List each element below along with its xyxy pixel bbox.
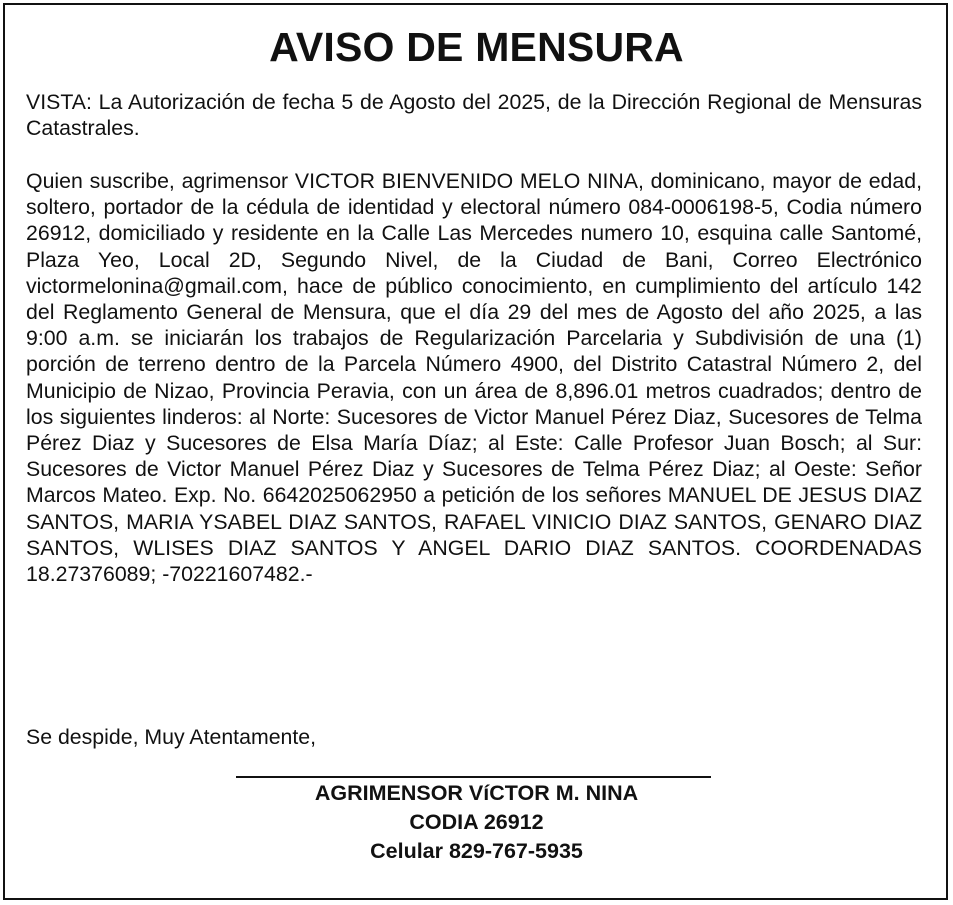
signature-codia: CODIA 26912 — [409, 810, 544, 834]
closing-text: Se despide, Muy Atentamente, — [26, 725, 317, 749]
signature-phone: Celular 829-767-5935 — [370, 839, 583, 863]
signature-name: AGRIMENSOR VíCTOR M. NINA — [314, 781, 639, 805]
vista-paragraph: VISTA: La Autorización de fecha 5 de Agosto del 2025, de la Dirección Regional de Mensuras Catastrales. — [26, 90, 922, 141]
body-paragraph: Quien suscribe, agrimensor VICTOR BIENVENIDO MELO NINA, dominicano, mayor de edad, soltero, portador de la cédula de identidad y electoral número 084-0006198-5, Codia número 26912, domiciliado y residente en la Calle Las Mercedes numero 10, esquina calle Santomé, Plaza Yeo, Local 2D, Segundo Nivel, de la Ciudad de Bani, Correo Electrónico victormelonina@gmail.com, hace de público conocimiento, en cumplimiento del artículo 142 del Reglamento General de Mensura, que el día 29 del mes de Agosto del año 2025, a las 9:00 a.m. se iniciarán los trabajos de Regularización Parcelaria y Subdivisión de una (1) porción de terreno dentro de la Parcela Número 4900, del Distrito Catastral Número 2, del Municipio de Nizao, Provincia Peravia, con un área de 8,896.01 metros cuadrados; dentro de los siguientes linderos: al Norte: Sucesores de Victor Manuel Pérez Diaz, Sucesores de Telma Pérez Diaz y Sucesores de Elsa María Díaz; al Este: Calle Profesor Juan Bosch; al Sur: Sucesores de Victor Manuel Pérez Diaz y Sucesores de Telma Pérez Diaz; al Oeste: Señor Marcos Mateo. Exp. No. 6642025062950 a petición de los señores MANUEL DE JESUS DIAZ SANTOS, MARIA YSABEL DIAZ SANTOS, RAFAEL VINICIO DIAZ SANTOS, GENARO DIAZ SANTOS, WLISES DIAZ SANTOS Y ANGEL DARIO DIAZ SANTOS. COORDENADAS 18.27376089; -70221607482.- — [26, 169, 922, 587]
notice-title: AVISO DE MENSURA — [269, 24, 684, 70]
signature-line — [236, 776, 711, 778]
